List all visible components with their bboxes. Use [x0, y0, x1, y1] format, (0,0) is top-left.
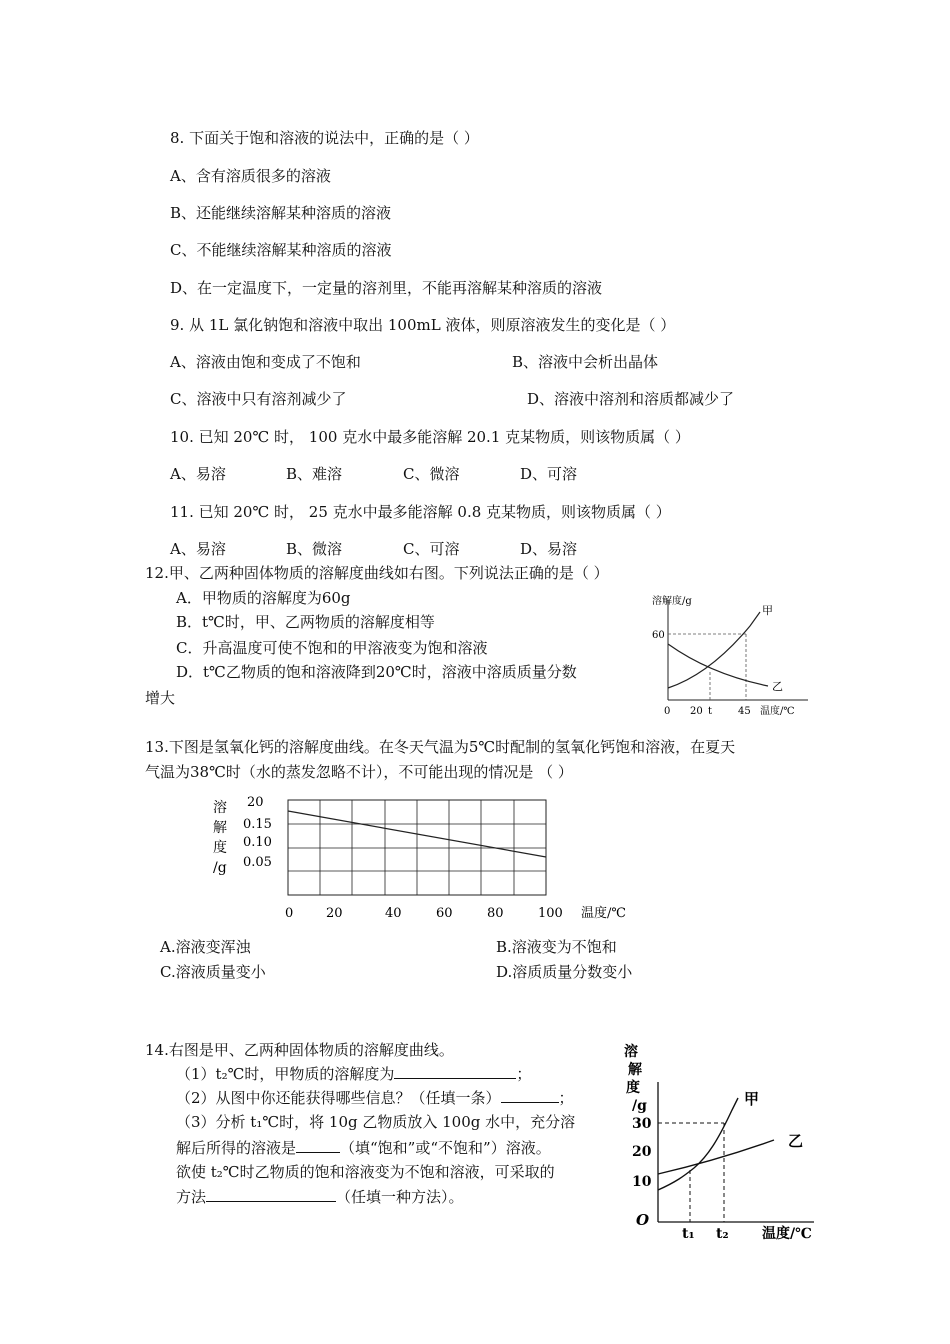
q9-option-d: D、溶液中溶剂和溶质都减少了 [527, 390, 735, 408]
q13-option-a: A.溶液变浑浊 [160, 938, 251, 956]
q13-ylabel-4: /g [213, 860, 227, 876]
q14-answer-blank-1[interactable] [394, 1064, 516, 1079]
q11-option-b: B、微溶 [286, 540, 343, 558]
q11-option-d: D、易溶 [520, 540, 578, 558]
q11-option-c: C、可溶 [403, 540, 460, 558]
q14-stem: 14.右图是甲、乙两种固体物质的溶解度曲线。 [145, 1041, 454, 1059]
q10-option-c: C、微溶 [403, 465, 460, 483]
q13-stem-line2: 气温为38℃时（水的蒸发忽略不计），不可能出现的情况是 （ ） [145, 763, 573, 781]
q12-xtick-0: 0 [664, 706, 671, 717]
q11-stem: 11. 已知 20℃ 时， 25 克水中最多能溶解 0.8 克某物质，则该物质属（ ） [170, 503, 671, 521]
q13-stem-line1: 13.下图是氢氧化钙的溶解度曲线。在冬天气温为5℃时配制的氢氧化钙饱和溶液，在夏天 [145, 738, 736, 756]
q14-part3-line2 [176, 1138, 551, 1158]
q8-option-d: D、在一定温度下，一定量的溶剂里，不能再溶解某种溶质的溶液 [170, 279, 603, 297]
q14-ylabel-2: 解 [628, 1062, 642, 1078]
q12-option-a: A．甲物质的溶解度为60g [176, 589, 351, 607]
q9-stem: 9. 从 1L 氯化钠饱和溶液中取出 100mL 液体，则原溶液发生的变化是（ ） [170, 316, 676, 334]
q13-ytick-20: 20 [247, 795, 264, 810]
q13-ytick-015: 0.15 [243, 817, 272, 832]
q13-solubility-chart [205, 792, 665, 927]
q14-ytick-30: 30 [632, 1116, 652, 1132]
q14-solubility-chart [618, 1040, 838, 1244]
q9-option-a: A、溶液由饱和变成了不饱和 [170, 353, 361, 371]
q13-ylabel-3: 度 [213, 840, 227, 856]
q14-ylabel-3: 度 [626, 1080, 640, 1096]
q10-option-b: B、难溶 [286, 465, 343, 483]
q14-origin-label: O [636, 1211, 650, 1229]
q12-xtick-20: 20 [690, 706, 703, 717]
q12-stem: 12.甲、乙两种固体物质的溶解度曲线如右图。下列说法正确的是（ ） [145, 564, 609, 582]
q12-solubility-chart [650, 592, 820, 722]
q14-part3-text-c: 方法 [176, 1188, 207, 1206]
q14-part3: （3）分析 t₁℃时，将 10g 乙物质放入 100g 水中，充分溶 [176, 1113, 576, 1131]
q12-ytick-60: 60 [652, 630, 665, 641]
q14-xtick-t2: t₂ [716, 1226, 729, 1242]
q14-legend-jia: 甲 [744, 1090, 760, 1108]
q14-part2 [176, 1088, 574, 1108]
q14-ylabel-4: /g [632, 1098, 647, 1114]
q13-xtick-20: 20 [326, 906, 343, 921]
q9-option-c: C、溶液中只有溶剂减少了 [170, 390, 347, 408]
q12-xlabel: 温度/℃ [760, 706, 795, 717]
q14-answer-blank-4[interactable] [206, 1187, 336, 1202]
q13-xtick-60: 60 [436, 906, 453, 921]
q13-xtick-100: 100 [538, 906, 563, 921]
q13-ytick-010: 0.10 [243, 835, 272, 850]
q14-part1-end: ； [516, 1065, 532, 1083]
q10-stem: 10. 已知 20℃ 时， 100 克水中最多能溶解 20.1 克某物质，则该物质属（ ） [170, 428, 690, 446]
q13-option-b: B.溶液变为不饱和 [496, 938, 617, 956]
q14-legend-yi: 乙 [788, 1132, 804, 1150]
q10-option-a: A、易溶 [170, 465, 226, 483]
q14-answer-blank-2[interactable] [501, 1088, 559, 1103]
q14-answer-blank-3[interactable] [296, 1138, 340, 1153]
q14-part1-text: （1）t₂℃时，甲物质的溶解度为 [176, 1065, 395, 1083]
q13-option-c: C.溶液质量变小 [160, 963, 266, 981]
q13-xtick-0: 0 [285, 906, 294, 921]
q12-curve-yi [668, 644, 768, 686]
q13-xtick-80: 80 [487, 906, 504, 921]
q14-part2-end: ； [558, 1089, 574, 1107]
q14-part3-line3: 欲使 t₂℃时乙物质的饱和溶液变为不饱和溶液，可采取的 [176, 1163, 555, 1181]
q14-part2-text: （2）从图中你还能获得哪些信息？（任填一条） [176, 1089, 501, 1107]
q14-part3-text-d: （任填一种方法）。 [336, 1188, 464, 1206]
q12-ylabel: 溶解度/g [652, 596, 692, 607]
q8-option-c: C、不能继续溶解某种溶质的溶液 [170, 241, 392, 259]
q14-ylabel-1: 溶 [624, 1044, 638, 1060]
q8-stem: 8. 下面关于饱和溶液的说法中，正确的是（ ） [170, 129, 479, 147]
q10-option-d: D、可溶 [520, 465, 578, 483]
q9-option-b: B、溶液中会析出晶体 [512, 353, 659, 371]
q14-part1 [176, 1064, 531, 1084]
q12-option-d: D．t℃乙物质的饱和溶液降到20℃时，溶液中溶质质量分数 [176, 663, 577, 681]
q13-ytick-005: 0.05 [243, 855, 272, 870]
q11-option-a: A、易溶 [170, 540, 226, 558]
q13-grid [288, 800, 546, 895]
q12-xtick-t: t [708, 706, 713, 717]
q12-option-d-cont: 增大 [145, 689, 176, 707]
q14-part3-text-a: 解后所得的溶液是 [176, 1139, 297, 1157]
q14-part3-line4 [176, 1187, 464, 1207]
q13-option-d: D.溶质质量分数变小 [496, 963, 633, 981]
q8-option-b: B、还能继续溶解某种溶质的溶液 [170, 204, 392, 222]
q13-xtick-40: 40 [385, 906, 402, 921]
q13-ylabel-2: 解 [213, 820, 227, 836]
q12-legend-jia: 甲 [762, 604, 773, 617]
q13-ylabel-1: 溶 [213, 800, 227, 816]
q14-ytick-20: 20 [632, 1144, 652, 1160]
q14-xtick-t1: t₁ [682, 1226, 695, 1242]
q12-option-b: B．t℃时，甲、乙两物质的溶解度相等 [176, 613, 435, 631]
q14-curve-jia [658, 1098, 738, 1190]
q14-part3-text-b: （填“饱和”或“不饱和”）溶液。 [340, 1139, 551, 1157]
q8-option-a: A、含有溶质很多的溶液 [170, 167, 331, 185]
q14-curve-yi [658, 1140, 774, 1174]
q12-option-c: C．升高温度可使不饱和的甲溶液变为饱和溶液 [176, 639, 488, 657]
q14-ytick-10: 10 [632, 1174, 652, 1190]
q12-xtick-45: 45 [738, 706, 751, 717]
q13-xlabel: 温度/℃ [581, 906, 626, 921]
q12-legend-yi: 乙 [772, 680, 783, 693]
q14-xlabel: 温度/℃ [762, 1226, 812, 1242]
